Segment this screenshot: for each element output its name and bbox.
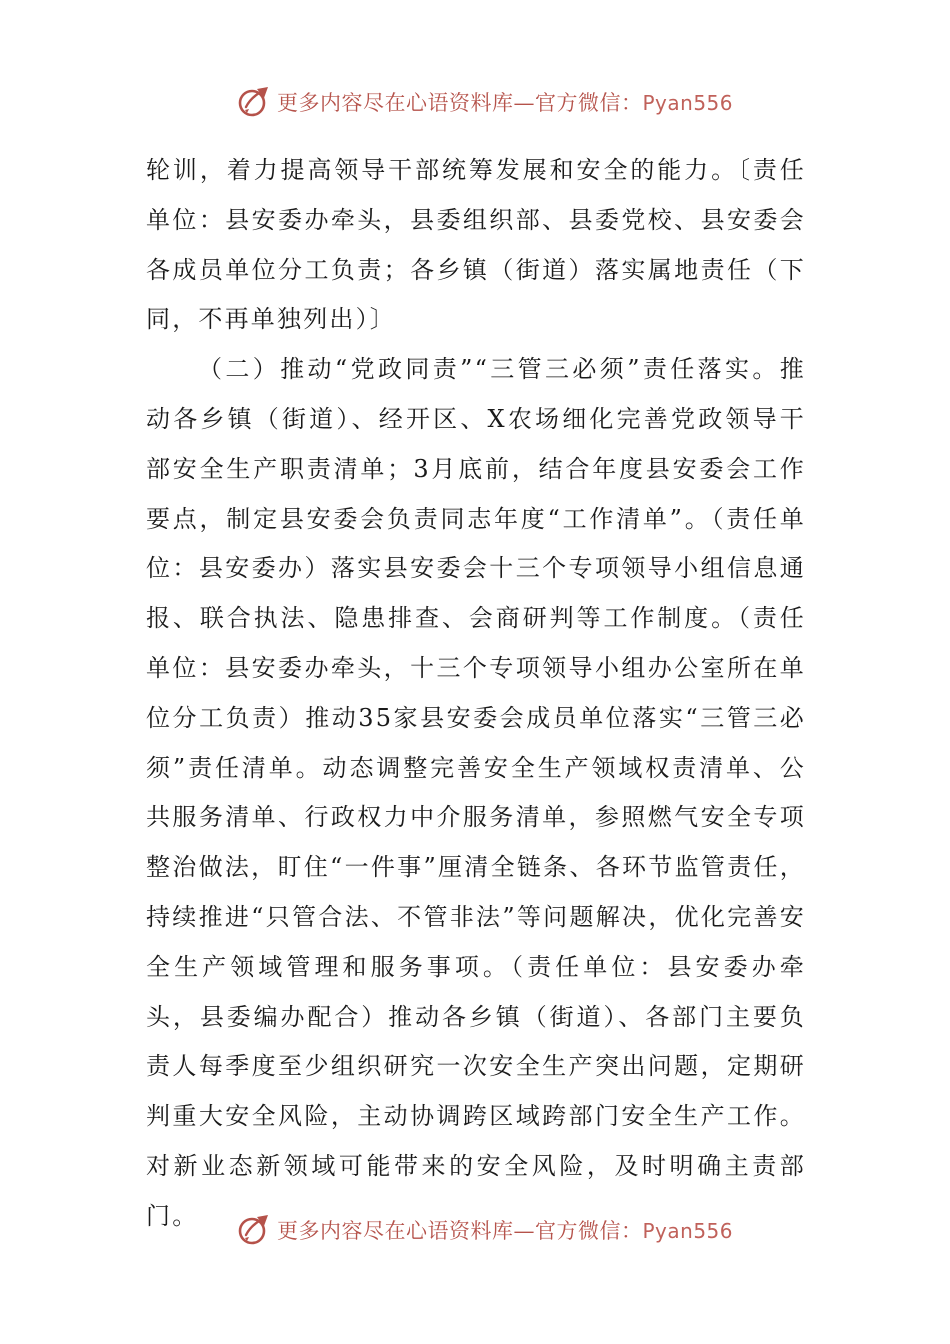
watermark-text <box>277 1215 733 1245</box>
pen-logo-icon <box>237 1213 271 1247</box>
header-watermark <box>237 85 733 119</box>
pen-logo-icon <box>237 85 271 119</box>
footer-watermark <box>237 1213 733 1247</box>
paragraph-continuation: 轮训，着力提高领导干部统筹发展和安全的能力。〔责任单位：县安委办牵头，县委组织部、县委党校、县安委会各成员单位分工负责；各乡镇（街道）落实属地责任（下同，不再单独列出）〕 <box>146 156 806 334</box>
watermark-text <box>277 87 733 117</box>
paragraph-section-two: （二）推动“党政同责”“三管三必须”责任落实。推动各乡镇（街道）、经开区、X农场细化完善党政领导干部安全生产职责清单；3月底前，结合年度县安委会工作要点，制定县安委会负责同志年度“工作清单”。（责任单位：县安委办）落实县安委会十三个专项领导小组信息通报、联合执法、隐患排查、会商研判等工作制度。（责任单位：县安委办牵头，十三个专项领导小组办公室所在单位分工负责）推动35家县安委会成员单位落实“三管三必须”责任清单。动态调整完善安全生产领域权责清单、公共服务清单、行政权力中介服务清单，参照燃气安全专项整治做法，盯住“一件事”厘清全链条、各环节监管责任，持续推进“只管合法、不管非法”等问题解决，优化完善安全生产领域管理和服务事项。（责任单位：县安委办牵头，县委编办配合）推动各乡镇（街道）、各部门主要负责人每季度至少组织研究一次安全生产突出问题，定期研判重大安全风险，主动协调跨区域跨部门安全生产工作。对新业态新领域可能带来的安全风险，及时明确主责部门。 <box>146 355 806 1230</box>
header-watermark-banner <box>0 80 950 124</box>
document-body <box>146 146 806 1242</box>
watermark-prefix: 更多内容尽在心语资料库—官方微信： <box>276 91 643 115</box>
wechat-id: Pyan556 <box>642 91 733 115</box>
footer-watermark-banner <box>0 1208 950 1252</box>
watermark-prefix: 更多内容尽在心语资料库—官方微信： <box>276 1219 643 1243</box>
wechat-id: Pyan556 <box>642 1219 733 1243</box>
